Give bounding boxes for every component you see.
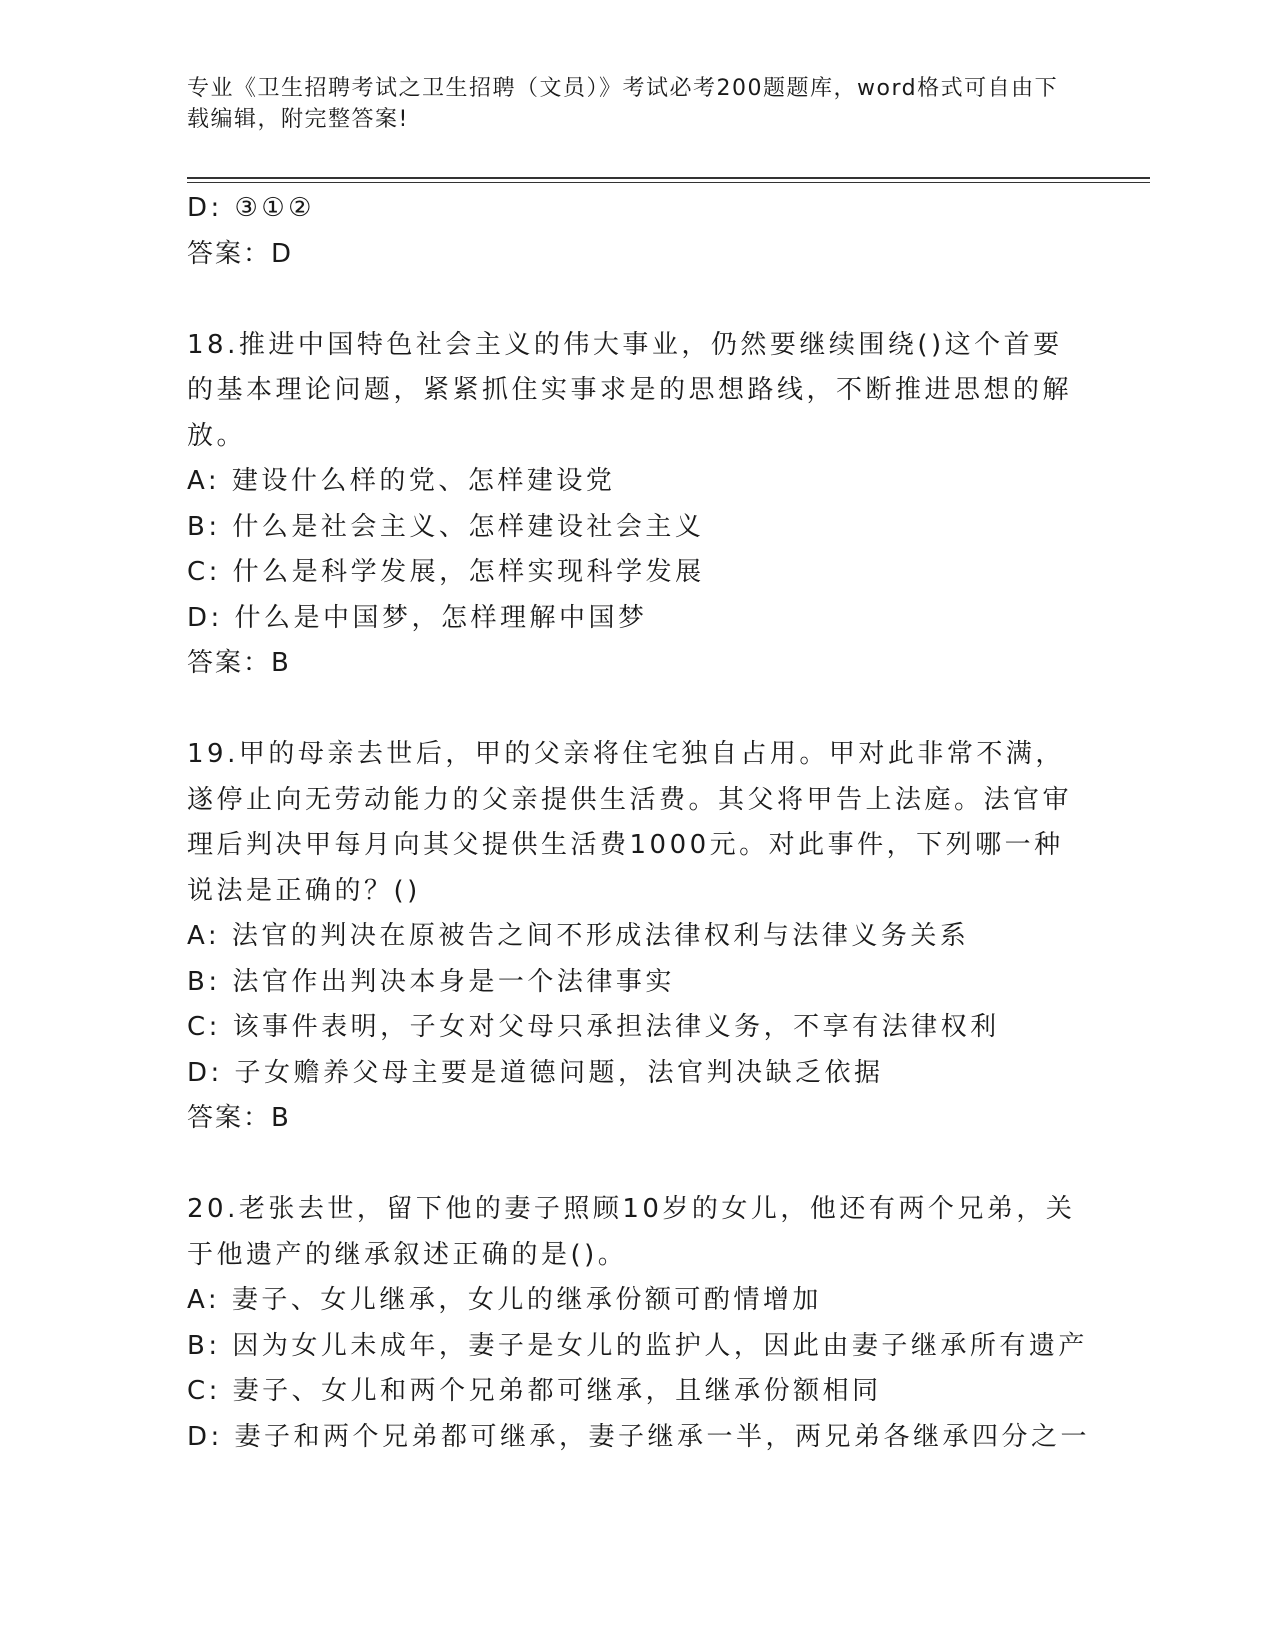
question-content [187, 186, 1091, 1460]
spacer [187, 687, 1077, 733]
option-c: C: 什么是科学发展，怎样实现科学发展 [187, 557, 705, 587]
option-c: C: 该事件表明，子女对父母只承担法律义务，不享有法律权利 [187, 1012, 1000, 1042]
option-d: D: 妻子和两个兄弟都可继承，妻子继承一半，两兄弟各继承四分之一 [187, 1421, 1091, 1452]
question-18-text: 18.推进中国特色社会主义的伟大事业，仍然要继续围绕()这个首要的基本理论问题，紧紧抓住实事求是的思想路线，不断推进思想的解放。 [187, 329, 1073, 451]
option-a: A: 妻子、女儿继承，女儿的继承份额可酌情增加 [187, 1285, 822, 1315]
option-b: B: 法官作出判决本身是一个法律事实 [187, 966, 675, 997]
option-b: B: 因为女儿未成年，妻子是女儿的监护人，因此由妻子继承所有遗产 [187, 1330, 1088, 1361]
header-rule-thick [187, 177, 1150, 179]
answer: 答案：D [187, 238, 294, 269]
question-19-text: 19.甲的母亲去世后，甲的父亲将住宅独自占用。甲对此非常不满，遂停止向无劳动能力的父亲提供生活费。其父将甲告上法庭。法官审理后判决甲每月向其父提供生活费1000元。对此事件，下列哪一种说法是正确的？() [187, 739, 1073, 906]
spacer [187, 277, 1077, 323]
page-header: 专业《卫生招聘考试之卫生招聘（文员）》考试必考200题题库，word格式可自由下载编辑，附完整答案! [187, 76, 1059, 132]
answer: 答案：B [187, 648, 291, 678]
question-20-text: 20.老张去世，留下他的妻子照顾10岁的女儿，他还有两个兄弟，关于他遗产的继承叙述正确的是()。 [187, 1194, 1076, 1270]
option-b: B: 什么是社会主义、怎样建设社会主义 [187, 511, 705, 542]
option-d: D: 什么是中国梦，怎样理解中国梦 [187, 602, 648, 633]
header-rule-thin [187, 182, 1150, 183]
answer: 答案：B [187, 1103, 291, 1133]
option-a: A: 建设什么样的党、怎样建设党 [187, 466, 616, 496]
option-d: D: 子女赡养父母主要是道德问题，法官判决缺乏依据 [187, 1057, 884, 1088]
option-a: A: 法官的判决在原被告之间不形成法律权利与法律义务关系 [187, 921, 970, 951]
option-d: D: ③①② [187, 193, 315, 223]
spacer [187, 1142, 1077, 1188]
option-c: C: 妻子、女儿和两个兄弟都可继承，且继承份额相同 [187, 1376, 882, 1406]
